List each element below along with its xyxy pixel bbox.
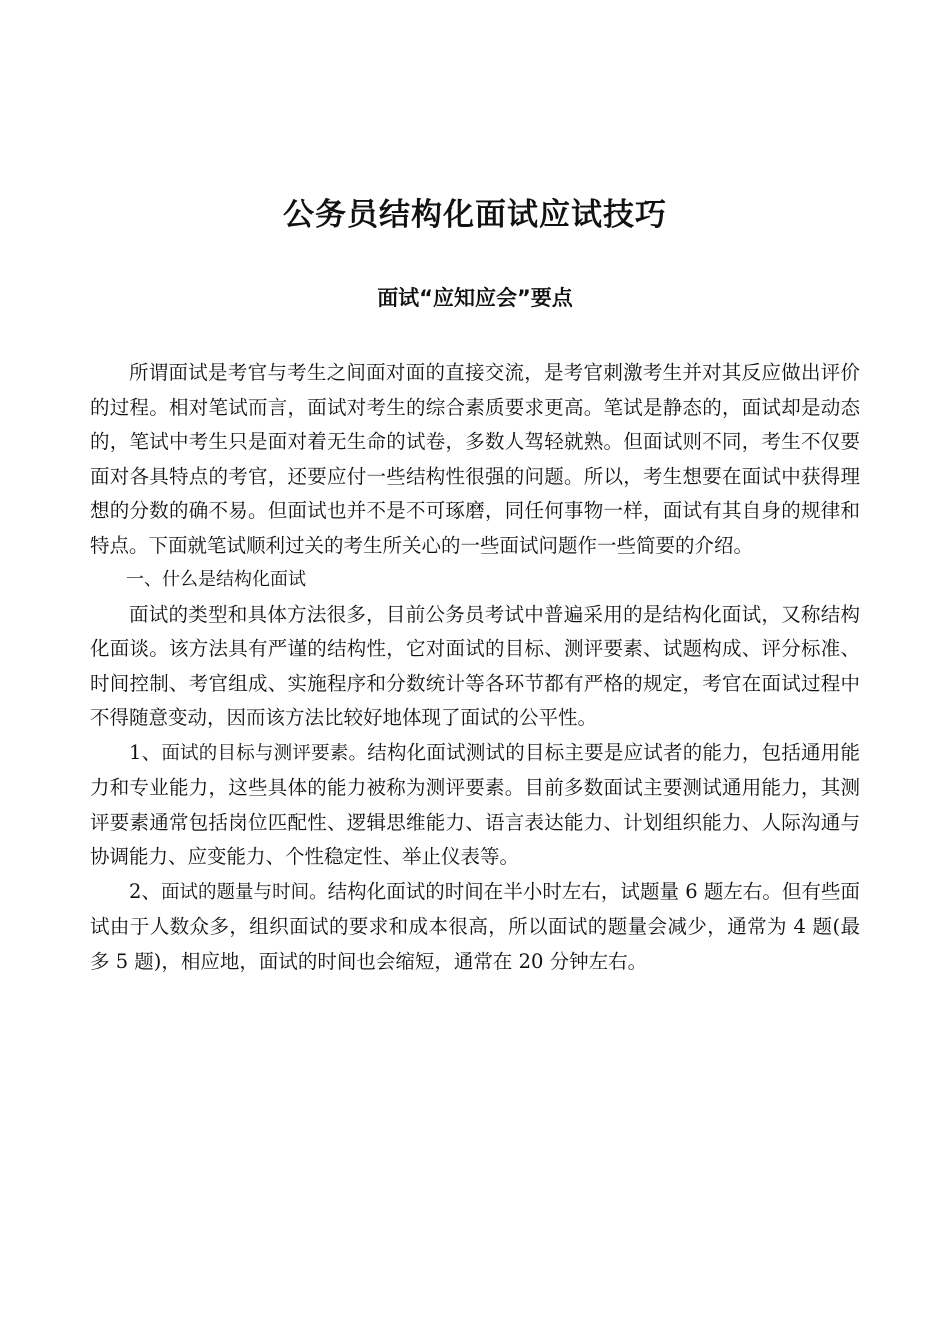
item-number: 1、 bbox=[129, 740, 162, 764]
numbered-item-2 bbox=[90, 875, 860, 980]
numbered-item-1 bbox=[90, 736, 860, 875]
section-heading: 一、什么是结构化面试 bbox=[126, 569, 306, 590]
item-text: 结构化面试的时间在半小时左右，试题量 6 题左右。但有些面试由于人数众多，组织面试的要求和成本很高，所以面试的题量会减少，通常为 4 题(最多 5 题)，相应地，面试的时间也会缩短，通常在 20 分钟左右。 bbox=[90, 879, 860, 973]
document-body bbox=[90, 356, 860, 979]
intro-paragraph: 所谓面试是考官与考生之间面对面的直接交流，是考官刺激考生并对其反应做出评价的过程。相对笔试而言，面试对考生的综合素质要求更高。笔试是静态的，面试却是动态的，笔试中考生只是面对着无生命的试卷，多数人驾轻就熟。但面试则不同，考生不仅要面对各具特点的考官，还要应付一些结构性很强的问题。所以，考生想要在面试中获得理想的分数的确不易。但面试也并不是不可琢磨，同任何事物一样，面试有其自身的规律和特点。下面就笔试顺利过关的考生所关心的一些面试问题作一些简要的介绍。 bbox=[90, 361, 860, 557]
item-number: 2、 bbox=[129, 879, 161, 903]
item-lead: 面试的目标与测评要素。 bbox=[161, 742, 368, 764]
item-lead: 面试的题量与时间。 bbox=[160, 881, 328, 903]
section-paragraph: 面试的类型和具体方法很多，目前公务员考试中普遍采用的是结构化面试，又称结构化面谈。该方法具有严谨的结构性，它对面试的目标、测评要素、试题构成、评分标准、时间控制、考官组成、实施程序和分数统计等各环节都有严格的规定，考官在面试过程中不得随意变动，因而该方法比较好地体现了面试的公平性。 bbox=[90, 602, 860, 729]
document-title: 公务员结构化面试应试技巧 bbox=[283, 197, 667, 233]
item-text: 结构化面试测试的目标主要是应试者的能力，包括通用能力和专业能力，这些具体的能力被称为测评要素。目前多数面试主要测试通用能力，其测评要素通常包括岗位匹配性、逻辑思维能力、语言表达能力、计划组织能力、人际沟通与协调能力、应变能力、个性稳定性、举止仪表等。 bbox=[90, 740, 860, 868]
document-subtitle: 面试“应知应会”要点 bbox=[377, 286, 573, 310]
